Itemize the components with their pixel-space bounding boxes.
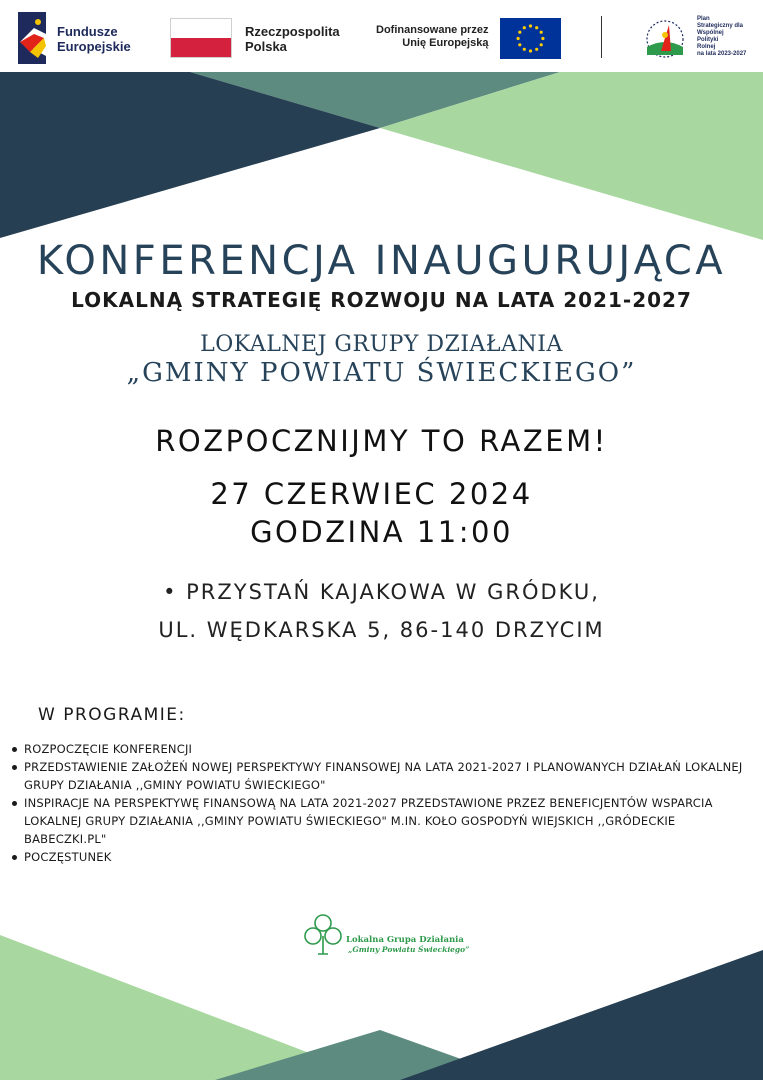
eu-cofunding-label: Dofinansowane przez Unię Europejską: [376, 24, 489, 49]
psr-label: Plan Strategiczny dla Wspólnej Polityki Rolnej na lata 2023-2027: [697, 16, 747, 57]
event-location-line-1: • PRZYSTAŃ KAJAKOWA W GRÓDKU,: [163, 580, 600, 604]
fundusze-europejskie-label: Fundusze Europejskie: [57, 24, 131, 54]
event-location-line-2: UL. WĘDKARSKA 5, 86-140 DRZYCIM: [158, 618, 605, 642]
polish-flag-icon: [170, 18, 232, 58]
slogan: ROZPOCZNIJMY TO RAZEM!: [155, 424, 608, 458]
programme-list: [10, 740, 758, 866]
event-title: KONFERENCJA INAUGURUJĄCA: [36, 238, 727, 284]
fundusze-europejskie-emblem-icon: [18, 12, 46, 64]
eu-flag-icon: [500, 18, 561, 59]
bottom-right-navy-triangle: [400, 950, 763, 1080]
lgd-footer-label: Lokalna Grupa Działania „Gminy Powiatu Świeckiego”: [346, 935, 470, 954]
event-date: 27 CZERWIEC 2024: [210, 477, 533, 511]
programme-item: PRZEDSTAWIENIE ZAŁOŻEŃ NOWEJ PERSPEKTYWY FINANSOWEJ NA LATA 2021-2027 I PLANOWANYCH DZIAŁAŃ LOKALNEJ GRUPY DZIAŁANIA ,,GMINY POWIATU ŚWIECKIEGO": [10, 758, 758, 794]
programme-item: POCZĘSTUNEK: [10, 848, 758, 866]
rzeczpospolita-polska-label: Rzeczpospolita Polska: [245, 24, 340, 54]
bullet-icon: [12, 765, 17, 770]
event-time: GODZINA 11:00: [250, 515, 513, 549]
event-subtitle: LOKALNĄ STRATEGIĘ ROZWOJU NA LATA 2021-2027: [71, 288, 692, 312]
lgd-name-line-1: LOKALNEJ GRUPY DZIAŁANIA: [200, 332, 563, 357]
lgd-clover-logo-icon: [302, 912, 344, 956]
bullet-icon: [12, 855, 17, 860]
lgd-name-line-2: „GMINY POWIATU ŚWIECKIEGO”: [126, 358, 637, 388]
programme-item: ROZPOCZĘCIE KONFERENCJI: [10, 740, 758, 758]
programme-item: INSPIRACJE NA PERSPEKTYWĘ FINANSOWĄ NA LATA 2021-2027 PRZEDSTAWIONE PRZEZ BENEFICJENTÓW WSPARCIA LOKALNEJ GRUPY DZIAŁANIA ,,GMINY POWIATU ŚWIECKIEGO" M.IN. KOŁO GOSPODYŃ WIEJSKICH ,,GRÓDECKIE BABECZKI.PL": [10, 794, 758, 848]
logo-bar: [0, 0, 763, 72]
bullet-icon: [12, 801, 17, 806]
psr-emblem-icon: [641, 17, 689, 59]
logo-separator: [601, 16, 602, 58]
bullet-icon: [12, 747, 17, 752]
programme-heading: W PROGRAMIE:: [38, 705, 186, 725]
